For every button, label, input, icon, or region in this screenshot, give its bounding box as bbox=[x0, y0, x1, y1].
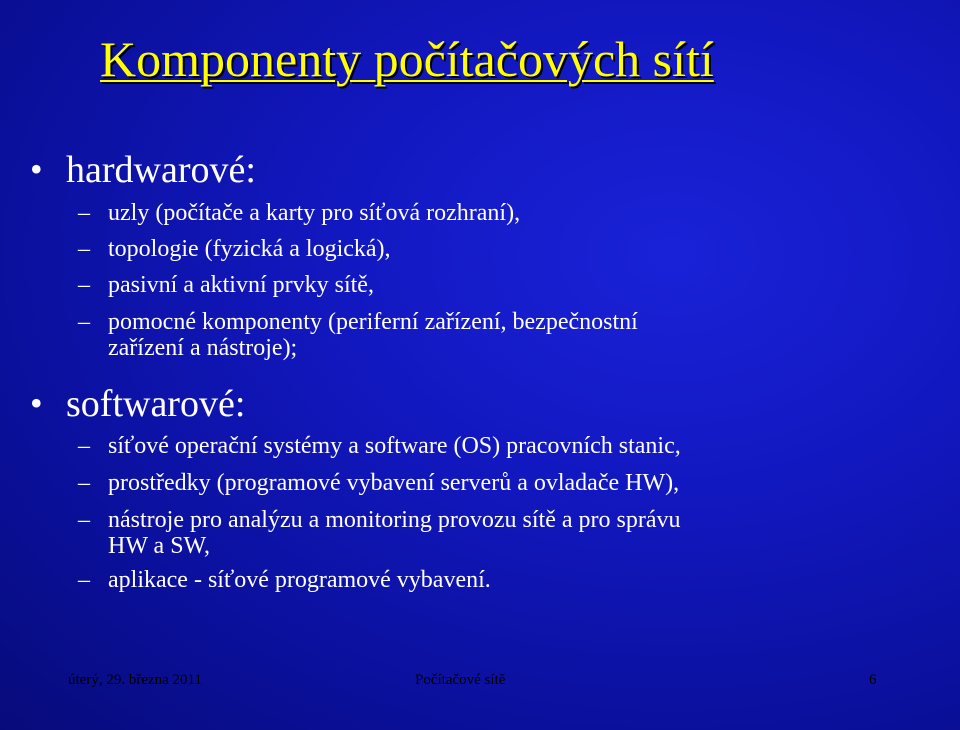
list-item-text-continued: HW a SW, bbox=[108, 533, 210, 559]
dash-icon: – bbox=[78, 236, 90, 262]
dash-icon: – bbox=[78, 433, 90, 459]
section-heading: hardwarové: bbox=[66, 149, 256, 191]
section-heading: softwarové: bbox=[66, 383, 246, 425]
dash-icon: – bbox=[78, 470, 90, 496]
bullet-icon: • bbox=[30, 149, 43, 189]
list-item-text: prostředky (programové vybavení serverů a ovladače HW), bbox=[108, 470, 680, 496]
footer-title: Počítačové sítě bbox=[415, 672, 506, 688]
footer-date: úterý, 29. března 2011 bbox=[68, 672, 202, 688]
page-number: 6 bbox=[869, 672, 877, 688]
dash-icon: – bbox=[78, 272, 90, 298]
slide-title: Komponenty počítačových sítí bbox=[100, 31, 714, 87]
list-item-text: topologie (fyzická a logická), bbox=[108, 236, 391, 262]
dash-icon: – bbox=[78, 200, 90, 226]
dash-icon: – bbox=[78, 309, 90, 335]
dash-icon: – bbox=[78, 507, 90, 533]
list-item-text: pasivní a aktivní prvky sítě, bbox=[108, 272, 374, 298]
list-item-text: pomocné komponenty (periferní zařízení, bezpečnostní bbox=[108, 309, 638, 335]
list-item-text-continued: zařízení a nástroje); bbox=[108, 335, 298, 361]
list-item-text: síťové operační systémy a software (OS) pracovních stanic, bbox=[108, 433, 681, 459]
dash-icon: – bbox=[78, 567, 90, 593]
list-item-text: aplikace - síťové programové vybavení. bbox=[108, 567, 491, 593]
bullet-icon: • bbox=[30, 383, 43, 423]
list-item-text: nástroje pro analýzu a monitoring provozu sítě a pro správu bbox=[108, 507, 681, 533]
list-item-text: uzly (počítače a karty pro síťová rozhraní), bbox=[108, 200, 521, 226]
